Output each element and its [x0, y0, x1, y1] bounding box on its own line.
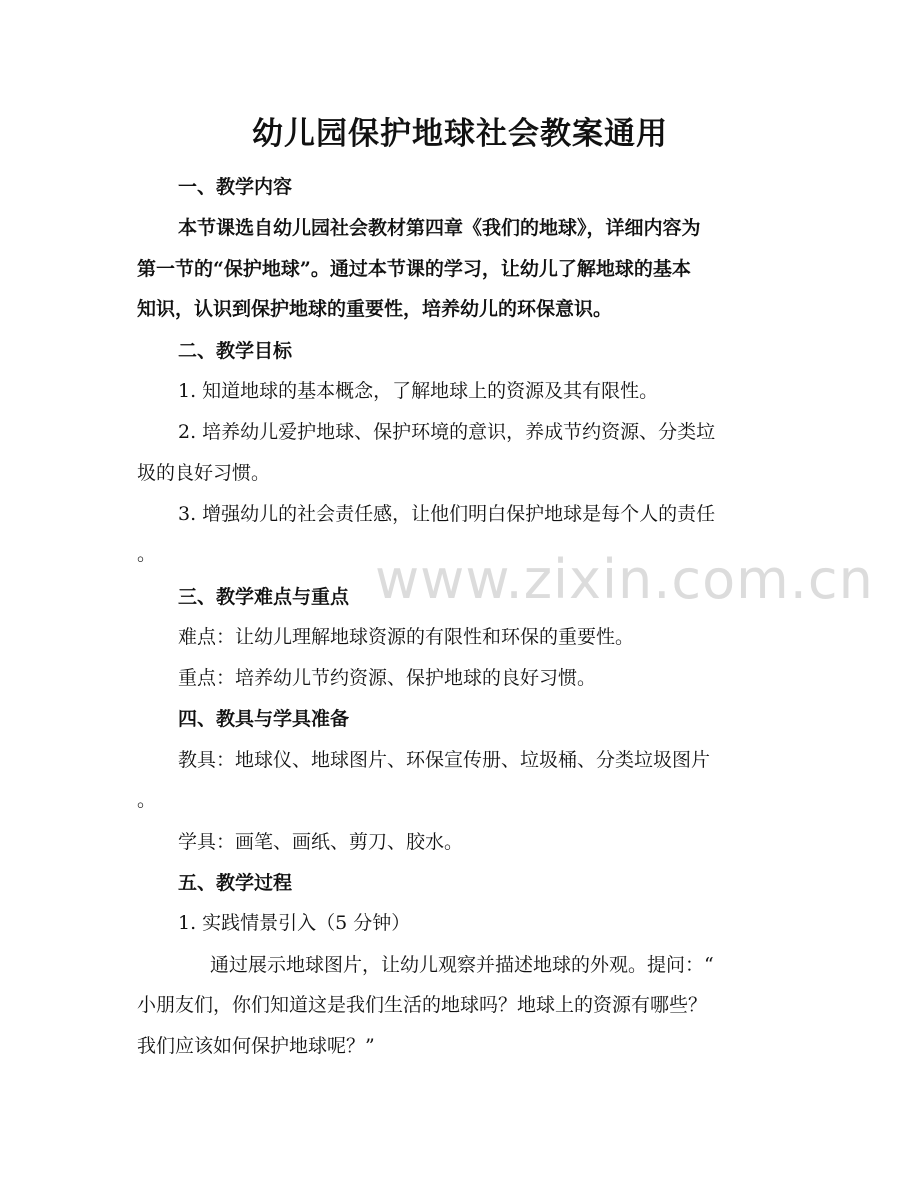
objective-item-continued: 。: [137, 543, 157, 565]
paragraph-line: 我们应该如何保护地球呢？”: [137, 1035, 375, 1057]
paragraph-line: 本节课选自幼儿园社会教材第四章《我们的地球》，详细内容为: [178, 217, 701, 239]
paragraph-line: 小朋友们，你们知道这是我们生活的地球吗？地球上的资源有哪些？: [137, 994, 708, 1016]
section-heading-difficulties: 三、教学难点与重点: [178, 586, 350, 608]
section-heading-objectives: 二、教学目标: [178, 340, 293, 362]
section-heading-process: 五、教学过程: [178, 872, 293, 894]
teacher-tools-text: 教具：地球仪、地球图片、环保宣传册、垃圾桶、分类垃圾图片: [178, 749, 711, 771]
section-heading-materials: 四、教具与学具准备: [178, 708, 350, 730]
paragraph-line: 通过展示地球图片，让幼儿观察并描述地球的外观。提问：“: [210, 954, 714, 976]
objective-item: 2. 培养幼儿爱护地球、保护环境的意识，养成节约资源、分类垃: [178, 421, 716, 443]
objective-item: 1. 知道地球的基本概念，了解地球上的资源及其有限性。: [178, 380, 659, 402]
paragraph-line: 第一节的“保护地球”。通过本节课的学习，让幼儿了解地球的基本: [137, 258, 691, 280]
section-heading-content: 一、教学内容: [178, 176, 293, 198]
student-tools-text: 学具：画笔、画纸、剪刀、胶水。: [178, 831, 464, 853]
teacher-tools-continued: 。: [137, 789, 157, 811]
process-step: 1. 实践情景引入（5 分钟）: [178, 912, 411, 934]
difficulty-text: 难点：让幼儿理解地球资源的有限性和环保的重要性。: [178, 626, 635, 648]
watermark: www.zixin.com.cn: [375, 548, 874, 611]
document-title: 幼儿园保护地球社会教案通用: [252, 116, 668, 152]
objective-item-continued: 圾的良好习惯。: [137, 462, 271, 484]
objective-item: 3. 增强幼儿的社会责任感，让他们明白保护地球是每个人的责任: [178, 503, 716, 525]
paragraph-line: 知识，认识到保护地球的重要性，培养幼儿的环保意识。: [137, 298, 613, 320]
key-point-text: 重点：培养幼儿节约资源、保护地球的良好习惯。: [178, 667, 597, 689]
